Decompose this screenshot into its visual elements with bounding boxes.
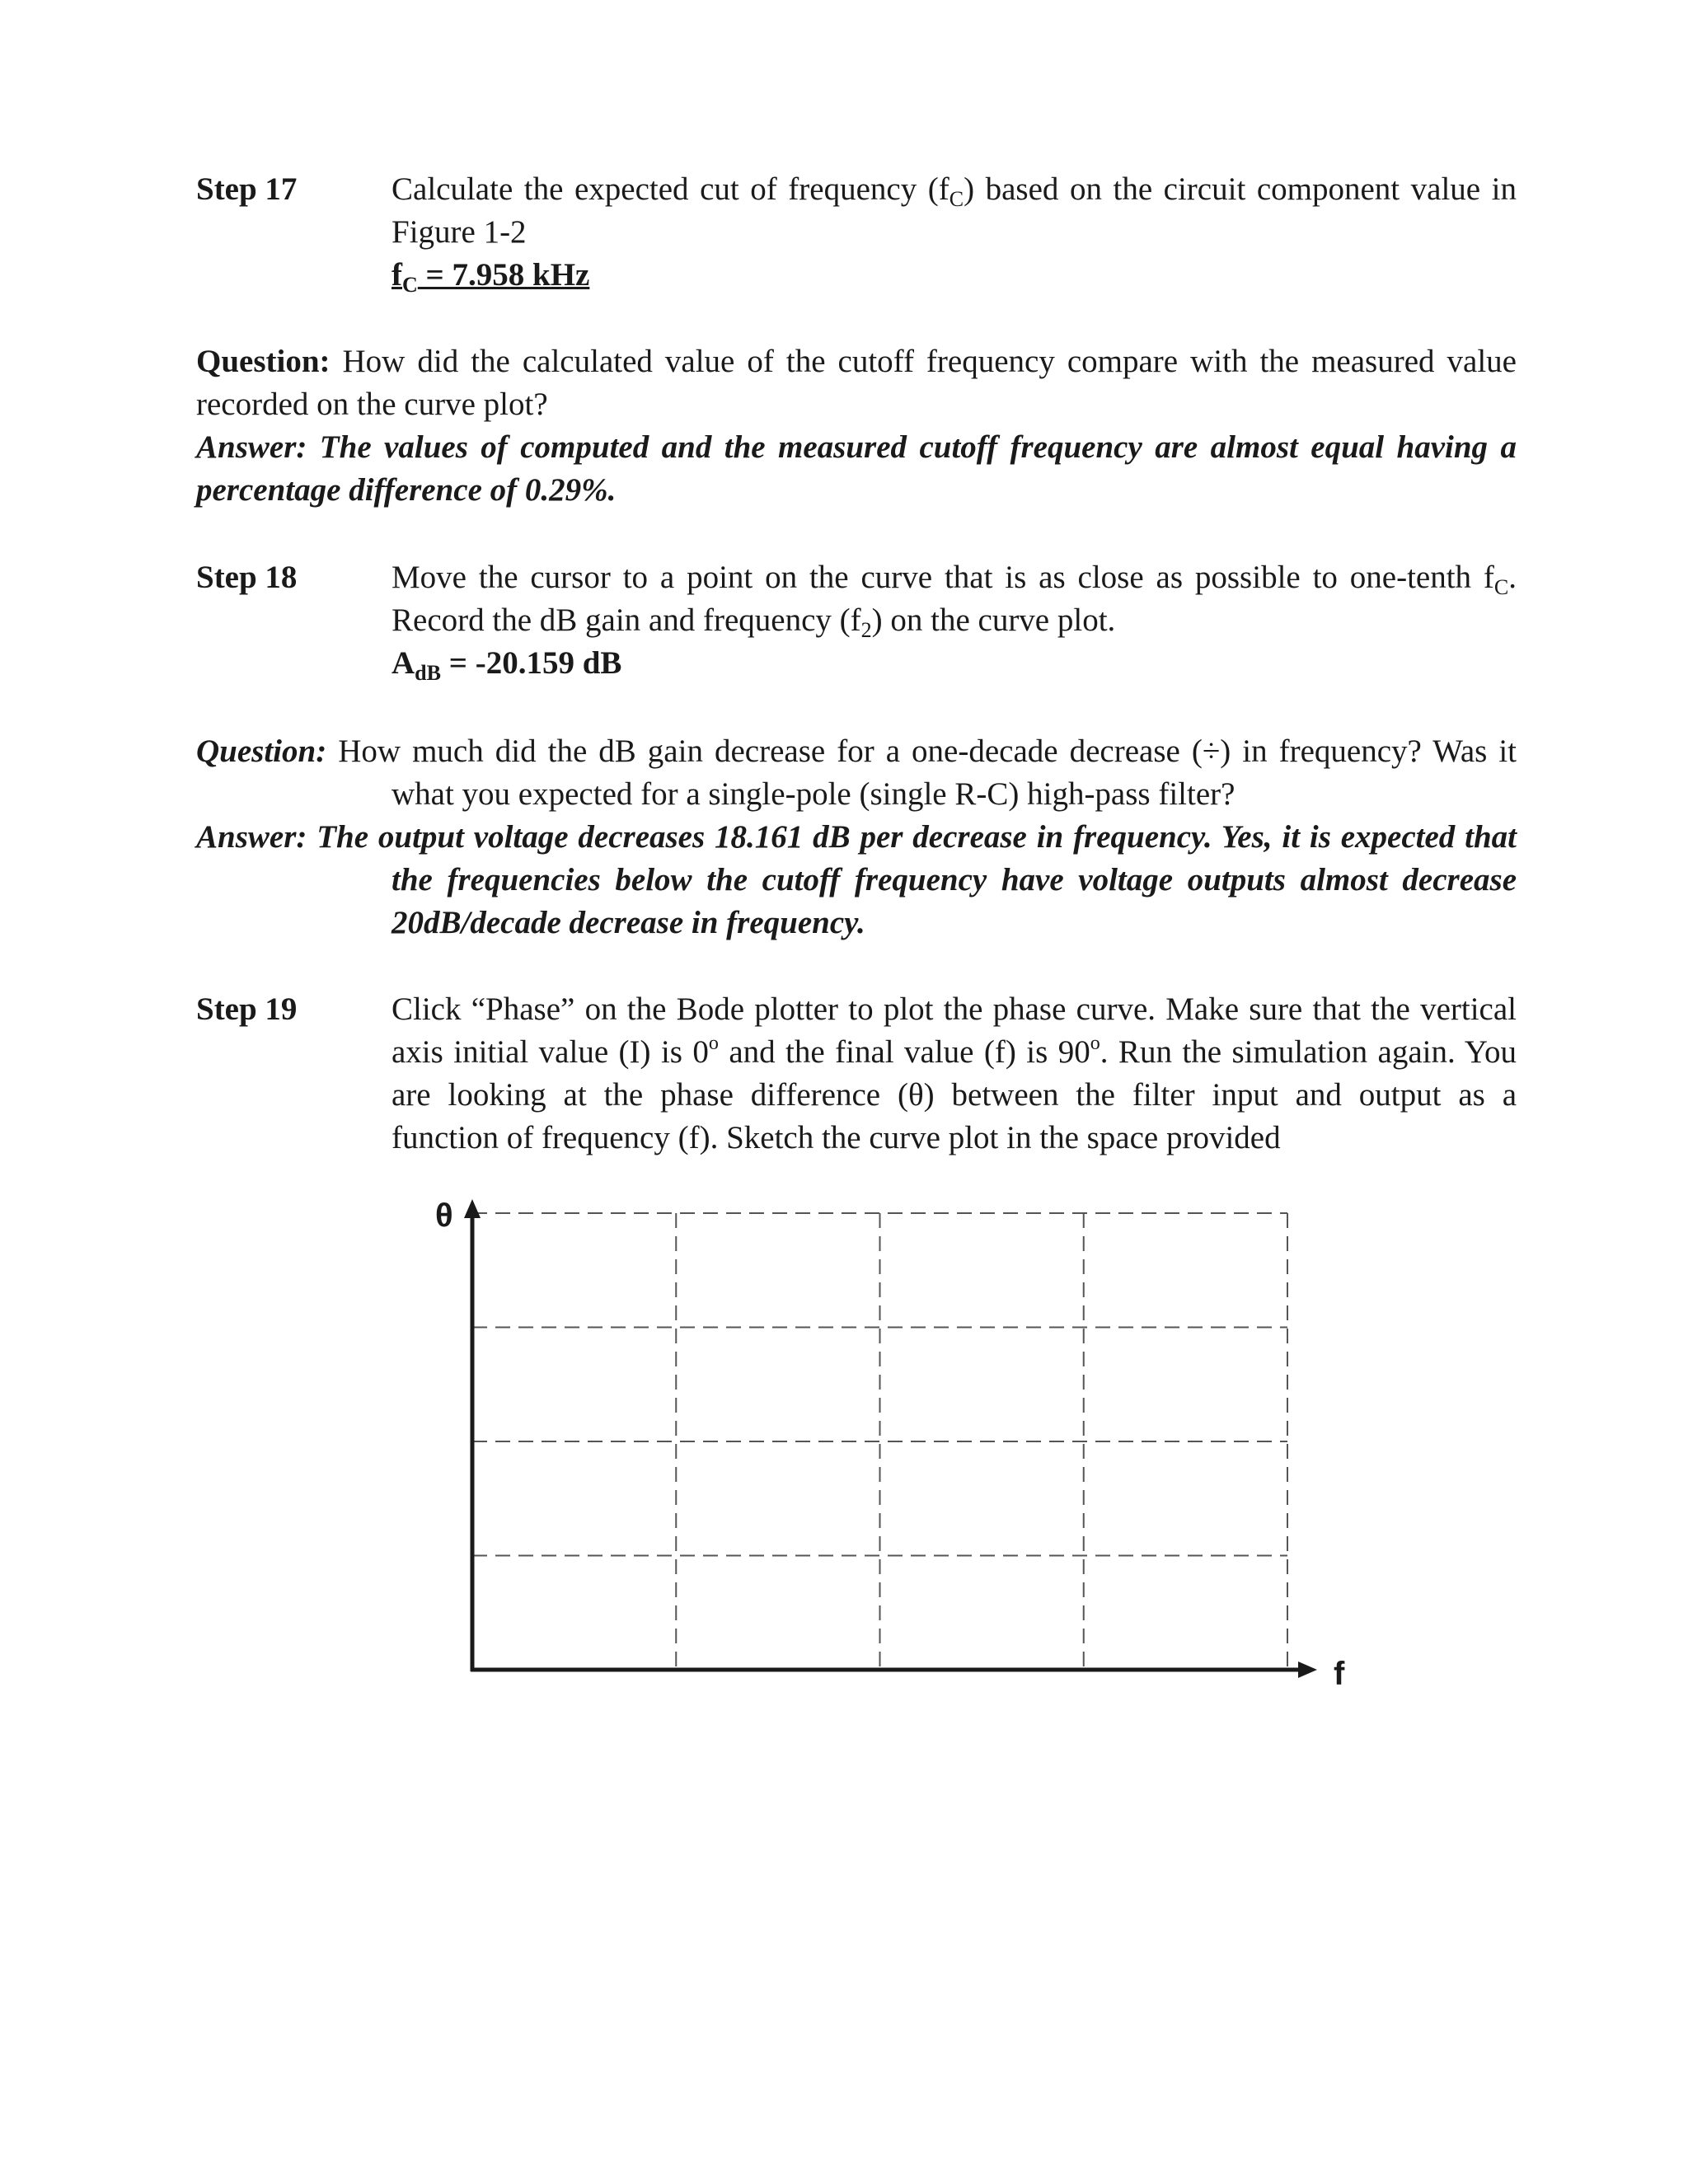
step-19-line-4: function of frequency (f). Sketch the curve plot in the space provided <box>392 1120 1281 1155</box>
y-axis-arrow <box>464 1199 481 1218</box>
step-18-line-2: Record the dB gain and frequency $(f_2)$ on the curve plot. <box>392 602 1116 642</box>
step-18-result: $A_{dB} = -20.159$ dB <box>392 645 622 685</box>
question-2-line-1: Question: How much did the dB gain decrease for a one-decade decrease (÷) in frequency? Was it <box>196 733 1517 769</box>
answer-2-line-1: Answer: The output voltage decreases 18.161 dB per decrease in frequency. Yes, it is expected that <box>196 819 1517 855</box>
answer-2-line-3: 20dB/decade decrease in frequency. <box>392 905 865 940</box>
answer-2-line-2: the frequencies below the cutoff frequency have voltage outputs almost decrease <box>392 862 1517 898</box>
y-axis-label: θ <box>435 1197 453 1234</box>
step-17-line-1: Calculate the expected cut of frequency $(f_C)$ based on the circuit component value in <box>392 171 1517 211</box>
step-17-line-2: Figure 1-2 <box>392 214 527 250</box>
answer-1-line-1: Answer: The values of computed and the measured cutoff frequency are almost equal having a <box>196 429 1517 465</box>
step-17-result: $f_C = 7.958$ kHz <box>392 257 590 297</box>
step-19-line-3: are looking at the phase difference (θ) between the filter input and output as a <box>392 1077 1517 1113</box>
step-18-label: Step 18 <box>196 560 298 595</box>
question-1-line-2: recorded on the curve plot? <box>196 387 548 422</box>
step-18-line-1: Move the cursor to a point on the curve that is as close as possible to one-tenth $f_C$. <box>392 560 1517 599</box>
question-1-line-1: Question: How did the calculated value of the cutoff frequency compare with the measured value <box>196 344 1517 379</box>
step-19-line-1: Click “Phase” on the Bode plotter to plot the phase curve. Make sure that the vertical <box>392 991 1517 1027</box>
x-axis-arrow <box>1298 1661 1317 1678</box>
step-17-label: Step 17 <box>196 171 298 207</box>
grid-lines <box>472 1213 1287 1670</box>
step-19-line-2: axis initial value (I) is 0$^o$ and the final value (f) is 90$^o$. Run the simulation again. You <box>392 1033 1517 1070</box>
answer-1-line-2: percentage difference of 0.29%. <box>196 472 617 508</box>
x-axis-label: f <box>1334 1656 1345 1692</box>
step-19-label: Step 19 <box>196 991 298 1027</box>
question-2-line-2: what you expected for a single-pole (single R-C) high-pass filter? <box>392 776 1236 812</box>
